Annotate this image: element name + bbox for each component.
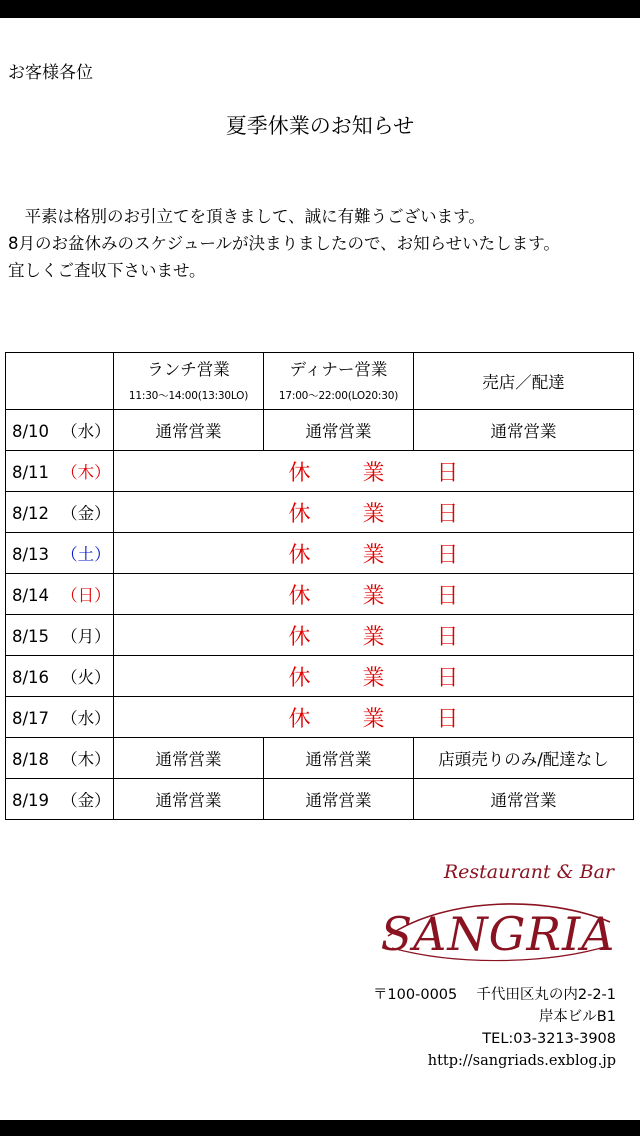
schedule-table: [5, 352, 634, 820]
header-dinner-label: ディナー営業: [289, 360, 388, 379]
table-row: [6, 451, 634, 492]
date: 8/12: [12, 504, 50, 523]
dinner-status: 通常営業: [264, 738, 414, 779]
date: 8/16: [12, 668, 50, 687]
closed-cell: [114, 492, 634, 533]
address-block: [373, 984, 616, 1072]
lunch-status: 通常営業: [114, 738, 264, 779]
date: 8/10: [12, 422, 50, 441]
header-lunch: [114, 353, 264, 410]
home-indicator-bar: [0, 1120, 640, 1136]
date-cell: [6, 779, 114, 820]
date-cell: [6, 574, 114, 615]
closed-cell: [114, 656, 634, 697]
date: 8/13: [12, 545, 50, 564]
date-cell: [6, 656, 114, 697]
sangria-logo: [378, 892, 618, 968]
date-cell: [6, 697, 114, 738]
closed-label: 休業日: [288, 665, 511, 691]
weekday: （水）: [61, 422, 111, 441]
weekday: （木）: [61, 750, 111, 769]
table-row: [6, 738, 634, 779]
date: 8/17: [12, 709, 50, 728]
date: 8/19: [12, 791, 50, 810]
table-row: [6, 697, 634, 738]
shop-status: 店頭売りのみ/配達なし: [414, 738, 634, 779]
closed-cell: [114, 451, 634, 492]
header-lunch-label: ランチ営業: [147, 360, 230, 379]
salutation: お客様各位: [8, 63, 93, 83]
date-cell: [6, 533, 114, 574]
weekday: （日）: [61, 586, 111, 605]
weekday: （水）: [61, 709, 111, 728]
table-row: [6, 779, 634, 820]
date-cell: [6, 615, 114, 656]
telephone: TEL:03-3213-3908: [482, 1031, 616, 1047]
date-cell: [6, 410, 114, 451]
website-link[interactable]: http://sangriads.exblog.jp: [427, 1053, 616, 1069]
date-cell: [6, 451, 114, 492]
date: 8/18: [12, 750, 50, 769]
dinner-status: 通常営業: [264, 410, 414, 451]
closed-cell: [114, 615, 634, 656]
table-row: [6, 574, 634, 615]
postal-address: 〒100-0005 千代田区丸の内2-2-1: [372, 987, 616, 1003]
weekday: （火）: [61, 668, 111, 687]
date-cell: [6, 738, 114, 779]
shop-status: 通常営業: [414, 779, 634, 820]
header-dinner: [264, 353, 414, 410]
closed-cell: [114, 697, 634, 738]
lunch-status: 通常営業: [114, 779, 264, 820]
date-cell: [6, 492, 114, 533]
header-dinner-hours: 17:00～22:00(LO20:30): [278, 390, 399, 402]
body-line: 平素は格別のお引立てを頂きまして、誠に有難うございます。: [8, 207, 485, 226]
closed-label: 休業日: [288, 583, 511, 609]
logo-wordmark: SANGRIA: [380, 907, 616, 961]
notice-title: 夏季休業のお知らせ: [225, 114, 415, 138]
closed-label: 休業日: [288, 542, 511, 568]
closed-cell: [114, 533, 634, 574]
closed-label: 休業日: [288, 501, 511, 527]
header-lunch-hours: 11:30～14:00(13:30LO): [128, 390, 249, 402]
weekday: （月）: [61, 627, 111, 646]
restaurant-tagline: Restaurant & Bar: [443, 861, 614, 883]
closed-label: 休業日: [288, 460, 511, 486]
closed-label: 休業日: [288, 624, 511, 650]
date: 8/14: [12, 586, 50, 605]
table-row: [6, 410, 634, 451]
status-bar: [0, 0, 640, 18]
table-row: [6, 533, 634, 574]
weekday: （金）: [61, 504, 111, 523]
shop-status: 通常営業: [414, 410, 634, 451]
closed-label: 休業日: [288, 706, 511, 732]
body-line: 8月のお盆休みのスケジュールが決まりましたので、お知らせいたします。: [8, 234, 560, 253]
weekday: （土）: [61, 545, 111, 564]
weekday: （木）: [61, 463, 111, 482]
body-line: 宜しくご査収下さいませ。: [8, 261, 206, 280]
lunch-status: 通常営業: [114, 410, 264, 451]
table-header-row: [6, 353, 634, 410]
header-shop: 売店／配達: [414, 353, 634, 410]
building-name: 岸本ビルB1: [538, 1009, 616, 1025]
closed-cell: [114, 574, 634, 615]
header-date-cell: [6, 353, 114, 410]
dinner-status: 通常営業: [264, 779, 414, 820]
date: 8/11: [12, 463, 50, 482]
table-row: [6, 492, 634, 533]
weekday: （金）: [61, 791, 111, 810]
table-row: [6, 656, 634, 697]
notice-body: [8, 203, 634, 284]
date: 8/15: [12, 627, 50, 646]
table-row: [6, 615, 634, 656]
